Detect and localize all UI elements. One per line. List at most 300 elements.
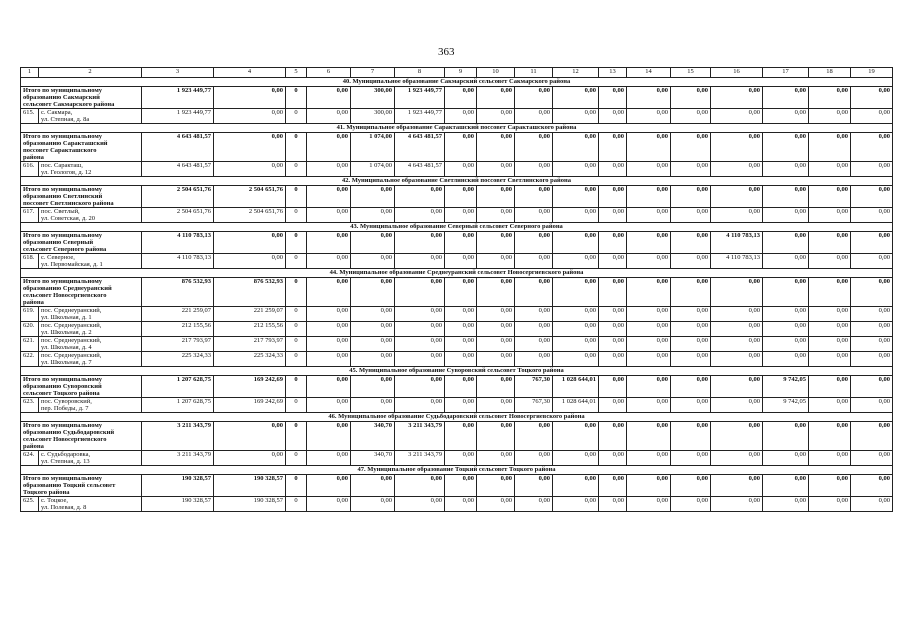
name-line: пер. Победы, д. 7 [41, 405, 89, 412]
value-cell: 0,00 [515, 109, 553, 124]
value-cell: 1 207 628,75 [142, 398, 214, 413]
value-cell: 0,00 [711, 208, 763, 223]
name-line: ул. Полевая, д. 8 [41, 504, 87, 511]
name-line: Итого по муниципальному [23, 87, 103, 94]
value-cell: 0,00 [553, 322, 599, 337]
name-line: пос. Саракташ, [41, 162, 83, 169]
value-cell: 0,00 [851, 307, 893, 322]
value-cell: 0,00 [627, 322, 671, 337]
value-cell: 0,00 [515, 133, 553, 162]
address-cell [39, 307, 142, 322]
section-title: 40. Муниципальное образование Сакмарский сельсовет Сакмарского района [21, 78, 893, 87]
value-cell: 0,00 [395, 337, 445, 352]
value-cell: 0 [286, 162, 307, 177]
section-title: 43. Муниципальное образование Северный сельсовет Северного района [21, 223, 893, 232]
column-number: 2 [39, 68, 142, 78]
value-cell: 300,00 [351, 109, 395, 124]
value-cell: 0,00 [214, 162, 286, 177]
value-cell: 0,00 [809, 278, 851, 307]
value-cell: 0,00 [599, 337, 627, 352]
value-cell: 4 643 481,57 [142, 133, 214, 162]
column-number: 17 [763, 68, 809, 78]
column-number: 9 [445, 68, 477, 78]
value-cell: 0 [286, 208, 307, 223]
value-cell: 0,00 [599, 133, 627, 162]
value-cell: 0,00 [627, 278, 671, 307]
value-cell: 0,00 [671, 133, 711, 162]
value-cell: 0,00 [553, 133, 599, 162]
value-cell: 0,00 [477, 109, 515, 124]
value-cell: 169 242,69 [214, 398, 286, 413]
value-cell: 0,00 [515, 307, 553, 322]
value-cell: 0,00 [627, 87, 671, 109]
value-cell: 0,00 [671, 352, 711, 367]
value-cell: 0,00 [307, 162, 351, 177]
name-line: ул. Школьная, д. 1 [41, 314, 92, 321]
value-cell: 0,00 [851, 322, 893, 337]
name-line: района [23, 299, 44, 306]
column-number: 6 [307, 68, 351, 78]
name-line: поссовет Светлинского района [23, 200, 114, 207]
value-cell: 0,00 [851, 254, 893, 269]
value-cell: 0,00 [515, 162, 553, 177]
name-line: ул. Геологов, д. 12 [41, 169, 92, 176]
value-cell: 0,00 [553, 87, 599, 109]
name-line: с. Сакмара, [41, 109, 73, 116]
value-cell: 0,00 [809, 307, 851, 322]
name-line: сельсовет Тоцкого района [23, 390, 100, 397]
column-number: 16 [711, 68, 763, 78]
value-cell: 0,00 [599, 278, 627, 307]
value-cell: 217 793,97 [142, 337, 214, 352]
value-cell: 0,00 [763, 208, 809, 223]
value-cell: 0,00 [627, 398, 671, 413]
value-cell: 0,00 [763, 322, 809, 337]
value-cell: 0,00 [395, 307, 445, 322]
value-cell: 0 [286, 307, 307, 322]
column-number: 13 [599, 68, 627, 78]
value-cell: 0,00 [445, 352, 477, 367]
value-cell: 0,00 [307, 475, 351, 497]
value-cell: 190 328,57 [214, 497, 286, 512]
value-cell: 0 [286, 497, 307, 512]
value-cell: 0,00 [851, 451, 893, 466]
value-cell: 0,00 [711, 307, 763, 322]
value-cell: 0,00 [477, 352, 515, 367]
value-cell: 0,00 [351, 337, 395, 352]
name-line: с. Тоцкое, [41, 497, 69, 504]
value-cell: 0,00 [671, 497, 711, 512]
value-cell: 0,00 [809, 398, 851, 413]
value-cell: 0,00 [851, 337, 893, 352]
name-line: образованию Северный [23, 239, 94, 246]
value-cell: 0,00 [627, 133, 671, 162]
value-cell: 0,00 [711, 322, 763, 337]
register-table-container [20, 67, 890, 512]
row-index: 623. [21, 398, 39, 413]
name-line: образованию Судьбодаровский [23, 429, 115, 436]
value-cell: 0,00 [671, 278, 711, 307]
value-cell: 0,00 [515, 497, 553, 512]
value-cell: 0,00 [711, 497, 763, 512]
value-cell: 0,00 [445, 109, 477, 124]
value-cell: 3 211 343,79 [142, 451, 214, 466]
total-label [21, 87, 142, 109]
value-cell: 1 923 449,77 [142, 87, 214, 109]
value-cell: 0,00 [515, 87, 553, 109]
value-cell: 0,00 [445, 232, 477, 254]
value-cell: 4 110 783,13 [142, 232, 214, 254]
value-cell: 0,00 [763, 278, 809, 307]
value-cell: 0 [286, 87, 307, 109]
name-line: образованию Сакмарский [23, 94, 100, 101]
column-number: 8 [395, 68, 445, 78]
value-cell: 0,00 [214, 87, 286, 109]
value-cell: 4 643 481,57 [395, 133, 445, 162]
name-line: Итого по муниципальному [23, 422, 103, 429]
value-cell: 0,00 [395, 475, 445, 497]
value-cell: 0,00 [763, 232, 809, 254]
value-cell: 0,00 [599, 162, 627, 177]
value-cell: 0,00 [477, 186, 515, 208]
name-line: сельсовет Сакмарского района [23, 101, 115, 108]
column-number: 1 [21, 68, 39, 78]
section-total-row [21, 376, 893, 398]
column-number: 5 [286, 68, 307, 78]
value-cell: 0,00 [553, 307, 599, 322]
column-number: 7 [351, 68, 395, 78]
value-cell: 0,00 [515, 232, 553, 254]
name-line: образованию Тоцкий сельсовет [23, 482, 116, 489]
value-cell: 0,00 [214, 232, 286, 254]
value-cell: 0,00 [307, 398, 351, 413]
name-line: Тоцкого района [23, 489, 70, 496]
value-cell: 876 532,93 [142, 278, 214, 307]
total-label [21, 475, 142, 497]
section-total-row [21, 186, 893, 208]
section-title: 47. Муниципальное образование Тоцкий сельсовет Тоцкого района [21, 466, 893, 475]
value-cell: 0,00 [809, 87, 851, 109]
value-cell: 0,00 [395, 398, 445, 413]
value-cell: 0,00 [477, 133, 515, 162]
value-cell: 0,00 [763, 162, 809, 177]
value-cell: 4 110 783,13 [711, 232, 763, 254]
value-cell: 0,00 [809, 232, 851, 254]
value-cell: 0,00 [351, 322, 395, 337]
name-line: образованию Суворовский [23, 383, 102, 390]
value-cell: 0,00 [307, 322, 351, 337]
value-cell: 0,00 [307, 186, 351, 208]
value-cell: 0,00 [671, 337, 711, 352]
value-cell: 340,70 [351, 422, 395, 451]
value-cell: 0,00 [445, 208, 477, 223]
value-cell: 0,00 [445, 376, 477, 398]
address-cell [39, 497, 142, 512]
value-cell: 0,00 [351, 307, 395, 322]
value-cell: 0,00 [627, 186, 671, 208]
value-cell: 2 504 651,76 [214, 186, 286, 208]
column-number-row [21, 68, 893, 78]
value-cell: 0,00 [627, 497, 671, 512]
value-cell: 0,00 [763, 254, 809, 269]
name-line: Итого по муниципальному [23, 278, 103, 285]
value-cell: 340,70 [351, 451, 395, 466]
value-cell: 0,00 [515, 254, 553, 269]
value-cell: 0,00 [445, 254, 477, 269]
value-cell: 0,00 [627, 422, 671, 451]
value-cell: 0,00 [307, 497, 351, 512]
value-cell: 0,00 [763, 337, 809, 352]
value-cell: 0,00 [671, 186, 711, 208]
value-cell: 0,00 [671, 322, 711, 337]
value-cell: 0,00 [671, 232, 711, 254]
value-cell: 0,00 [599, 87, 627, 109]
section-title-row [21, 78, 893, 87]
value-cell: 0,00 [627, 451, 671, 466]
value-cell: 0,00 [851, 87, 893, 109]
row-index: 617. [21, 208, 39, 223]
value-cell: 0,00 [599, 208, 627, 223]
address-cell [39, 398, 142, 413]
value-cell: 0,00 [599, 254, 627, 269]
value-cell: 225 324,33 [214, 352, 286, 367]
name-line: ул. Степная, д. 13 [41, 458, 90, 465]
value-cell: 0,00 [851, 352, 893, 367]
value-cell: 0,00 [851, 376, 893, 398]
column-number: 12 [553, 68, 599, 78]
value-cell: 0,00 [711, 352, 763, 367]
row-index: 625. [21, 497, 39, 512]
table-row [21, 497, 893, 512]
value-cell: 190 328,57 [142, 475, 214, 497]
value-cell: 0,00 [477, 451, 515, 466]
value-cell: 0,00 [395, 376, 445, 398]
value-cell: 0 [286, 109, 307, 124]
row-index: 621. [21, 337, 39, 352]
total-label [21, 133, 142, 162]
name-line: ул. Школьная, д. 2 [41, 329, 92, 336]
value-cell: 0,00 [711, 133, 763, 162]
value-cell: 0,00 [851, 208, 893, 223]
value-cell: 0 [286, 278, 307, 307]
column-number: 11 [515, 68, 553, 78]
value-cell: 221 259,07 [214, 307, 286, 322]
value-cell: 0,00 [553, 422, 599, 451]
column-number: 4 [214, 68, 286, 78]
section-title-row [21, 177, 893, 186]
value-cell: 0,00 [599, 307, 627, 322]
name-line: сельсовет Новосергиевского [23, 436, 107, 443]
value-cell: 0,00 [809, 352, 851, 367]
value-cell: 0,00 [214, 254, 286, 269]
value-cell: 0,00 [445, 497, 477, 512]
value-cell: 0,00 [477, 162, 515, 177]
value-cell: 0,00 [445, 307, 477, 322]
table-row [21, 162, 893, 177]
value-cell: 0,00 [809, 451, 851, 466]
value-cell: 0,00 [711, 109, 763, 124]
value-cell: 0,00 [763, 451, 809, 466]
value-cell: 3 211 343,79 [395, 422, 445, 451]
row-index: 622. [21, 352, 39, 367]
value-cell: 0,00 [711, 422, 763, 451]
section-title-row [21, 269, 893, 278]
value-cell: 0,00 [445, 322, 477, 337]
table-row [21, 208, 893, 223]
value-cell: 0,00 [553, 254, 599, 269]
section-title: 41. Муниципальное образование Саракташский поссовет Саракташского района [21, 124, 893, 133]
value-cell: 225 324,33 [142, 352, 214, 367]
row-index: 620. [21, 322, 39, 337]
name-line: пос. Среднеуранский, [41, 352, 102, 359]
value-cell: 0,00 [809, 133, 851, 162]
value-cell: 0,00 [763, 352, 809, 367]
value-cell: 0,00 [809, 376, 851, 398]
value-cell: 0,00 [627, 254, 671, 269]
value-cell: 0,00 [599, 186, 627, 208]
value-cell: 1 028 644,01 [553, 376, 599, 398]
value-cell: 4 110 783,13 [711, 254, 763, 269]
name-line: образованию Саракташский [23, 140, 108, 147]
value-cell: 0,00 [809, 475, 851, 497]
value-cell: 0,00 [809, 497, 851, 512]
value-cell: 0,00 [627, 337, 671, 352]
value-cell: 0,00 [307, 376, 351, 398]
value-cell: 767,30 [515, 376, 553, 398]
value-cell: 0,00 [711, 162, 763, 177]
value-cell: 2 504 651,76 [142, 208, 214, 223]
value-cell: 0,00 [214, 422, 286, 451]
value-cell: 0,00 [307, 232, 351, 254]
value-cell: 0,00 [599, 497, 627, 512]
value-cell: 0,00 [599, 232, 627, 254]
value-cell: 0,00 [851, 475, 893, 497]
value-cell: 0,00 [553, 162, 599, 177]
value-cell: 0,00 [711, 398, 763, 413]
value-cell: 0,00 [553, 337, 599, 352]
value-cell: 0,00 [214, 109, 286, 124]
value-cell: 0,00 [307, 422, 351, 451]
value-cell: 1 923 449,77 [395, 87, 445, 109]
table-row [21, 398, 893, 413]
name-line: ул. Школьная, д. 4 [41, 344, 92, 351]
name-line: сельсовет Новосергиевского [23, 292, 107, 299]
value-cell: 0,00 [711, 451, 763, 466]
value-cell: 0,00 [671, 451, 711, 466]
value-cell: 1 923 449,77 [142, 109, 214, 124]
value-cell: 0,00 [671, 398, 711, 413]
section-total-row [21, 133, 893, 162]
value-cell: 0,00 [851, 497, 893, 512]
value-cell: 0,00 [809, 422, 851, 451]
section-total-row [21, 422, 893, 451]
total-label [21, 186, 142, 208]
table-row [21, 337, 893, 352]
value-cell: 0,00 [627, 307, 671, 322]
value-cell: 0,00 [627, 232, 671, 254]
address-cell [39, 322, 142, 337]
value-cell: 0,00 [515, 422, 553, 451]
value-cell: 0,00 [809, 337, 851, 352]
value-cell: 0,00 [671, 475, 711, 497]
value-cell: 3 211 343,79 [142, 422, 214, 451]
value-cell: 0,00 [851, 278, 893, 307]
column-number: 18 [809, 68, 851, 78]
value-cell: 0,00 [671, 422, 711, 451]
value-cell: 0,00 [553, 232, 599, 254]
value-cell: 0,00 [515, 186, 553, 208]
column-number: 10 [477, 68, 515, 78]
value-cell: 0,00 [515, 352, 553, 367]
page-number: 363 [438, 46, 455, 58]
value-cell: 767,30 [515, 398, 553, 413]
value-cell: 0,00 [553, 497, 599, 512]
value-cell: 0,00 [711, 376, 763, 398]
value-cell: 300,00 [351, 87, 395, 109]
value-cell: 0,00 [515, 451, 553, 466]
name-line: образованию Светлинский [23, 193, 103, 200]
name-line: Итого по муниципальному [23, 186, 103, 193]
value-cell: 0,00 [599, 109, 627, 124]
value-cell: 0,00 [445, 337, 477, 352]
value-cell: 0,00 [477, 307, 515, 322]
value-cell: 0,00 [445, 87, 477, 109]
value-cell: 0,00 [711, 278, 763, 307]
value-cell: 0,00 [307, 208, 351, 223]
column-number: 15 [671, 68, 711, 78]
value-cell: 0,00 [307, 352, 351, 367]
address-cell [39, 337, 142, 352]
table-row [21, 352, 893, 367]
row-index: 618. [21, 254, 39, 269]
value-cell: 0,00 [477, 208, 515, 223]
section-total-row [21, 87, 893, 109]
row-index: 619. [21, 307, 39, 322]
column-number: 19 [851, 68, 893, 78]
value-cell: 4 643 481,57 [395, 162, 445, 177]
value-cell: 0,00 [809, 208, 851, 223]
value-cell: 0 [286, 451, 307, 466]
value-cell: 0,00 [515, 475, 553, 497]
value-cell: 4 643 481,57 [142, 162, 214, 177]
section-title-row [21, 367, 893, 376]
name-line: ул. Школьная, д. 7 [41, 359, 92, 366]
name-line: ул. Степная, д. 8а [41, 116, 90, 123]
value-cell: 0 [286, 398, 307, 413]
table-row [21, 322, 893, 337]
value-cell: 0,00 [599, 422, 627, 451]
table-row [21, 307, 893, 322]
value-cell: 0,00 [477, 337, 515, 352]
value-cell: 0,00 [445, 278, 477, 307]
value-cell: 0,00 [351, 376, 395, 398]
value-cell: 1 074,00 [351, 133, 395, 162]
address-cell [39, 451, 142, 466]
value-cell: 0,00 [671, 109, 711, 124]
value-cell: 0,00 [395, 352, 445, 367]
value-cell: 0,00 [711, 475, 763, 497]
value-cell: 9 742,05 [763, 376, 809, 398]
value-cell: 0,00 [671, 208, 711, 223]
value-cell: 0,00 [307, 451, 351, 466]
name-line: района [23, 443, 44, 450]
value-cell: 0,00 [395, 186, 445, 208]
value-cell: 0 [286, 475, 307, 497]
value-cell: 0,00 [711, 337, 763, 352]
value-cell: 0,00 [515, 208, 553, 223]
value-cell: 0,00 [711, 186, 763, 208]
value-cell: 2 504 651,76 [142, 186, 214, 208]
